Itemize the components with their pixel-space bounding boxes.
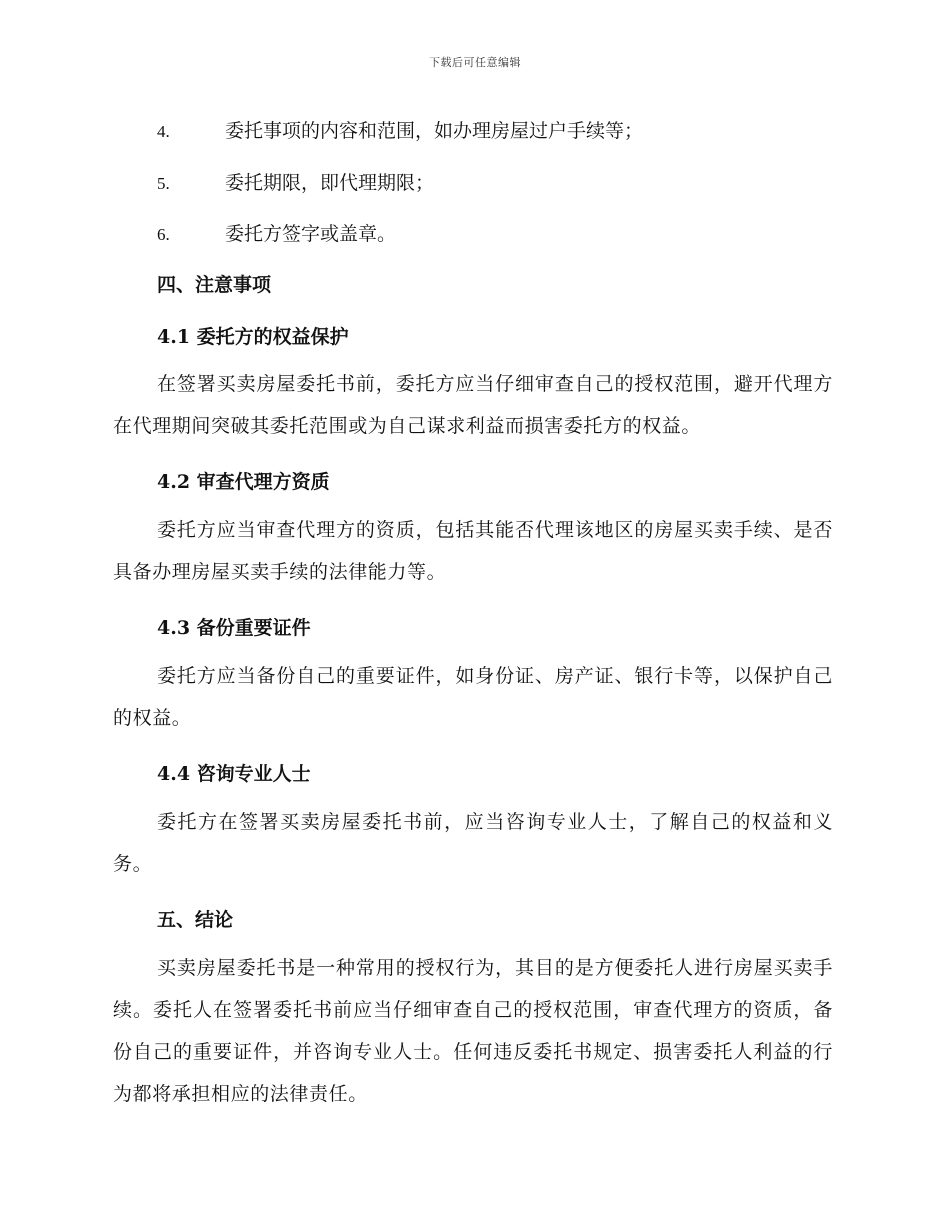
subsection-heading: 4.1 委托方的权益保护: [157, 326, 349, 348]
paragraph: 委托方应当审查代理方的资质，包括其能否代理该地区的房屋买卖手续、是否具备办理房屋买卖手续的法律能力等。: [113, 519, 833, 583]
list-item: [157, 116, 643, 143]
subsection-heading: 4.3 备份重要证件: [157, 617, 311, 639]
paragraph: 买卖房屋委托书是一种常用的授权行为，其目的是方便委托人进行房屋买卖手续。委托人在签署委托书前应当仔细审查自己的授权范围，审查代理方的资质，备份自己的重要证件，并咨询专业人士。任何违反委托书规定、损害委托人利益的行为都将承担相应的法律责任。: [113, 957, 833, 1105]
list-number: 6.: [157, 225, 170, 244]
section-heading: 四、注意事项: [157, 274, 272, 296]
list-number: 4.: [157, 122, 170, 141]
list-item: [157, 168, 434, 195]
list-number: 5.: [157, 174, 170, 193]
list-text: 委托期限，即代理期限；: [225, 172, 435, 194]
paragraph: 委托方应当备份自己的重要证件，如身份证、房产证、银行卡等，以保护自己的权益。: [113, 665, 833, 729]
page-header: 下载后可任意编辑: [429, 56, 521, 69]
list-text: 委托方签字或盖章。: [225, 223, 397, 245]
list-text: 委托事项的内容和范围，如办理房屋过户手续等；: [225, 120, 644, 142]
subsection-heading: 4.4 咨询专业人士: [157, 763, 311, 785]
section-heading: 五、结论: [157, 909, 234, 931]
paragraph: 在签署买卖房屋委托书前，委托方应当仔细审查自己的授权范围，避开代理方在代理期间突破其委托范围或为自己谋求利益而损害委托方的权益。: [113, 373, 833, 437]
list-item: [157, 219, 396, 246]
paragraph: 委托方在签署买卖房屋委托书前，应当咨询专业人士，了解自己的权益和义务。: [113, 811, 833, 875]
subsection-heading: 4.2 审查代理方资质: [157, 471, 330, 493]
